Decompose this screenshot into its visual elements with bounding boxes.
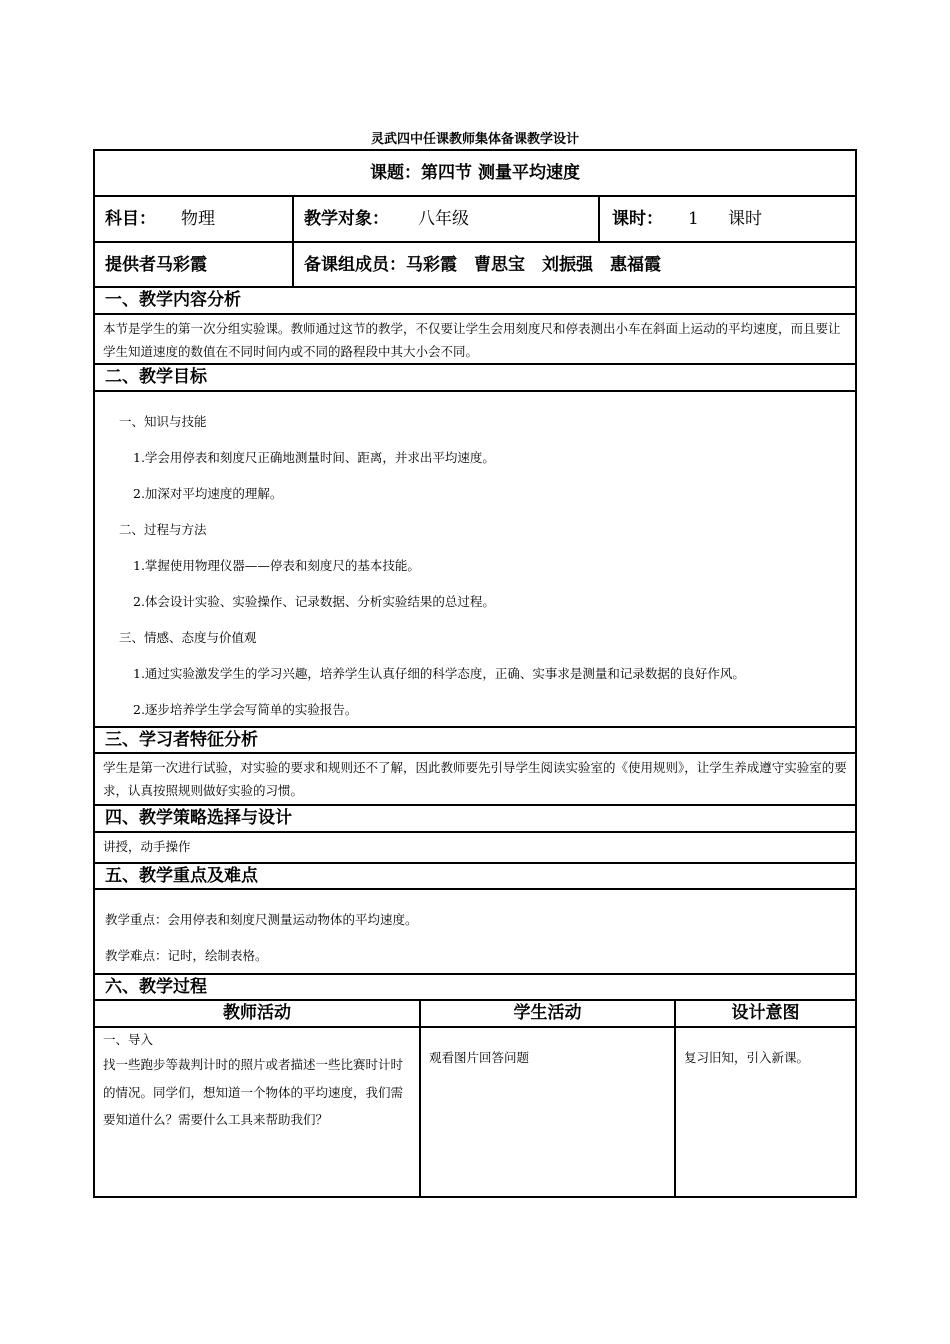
objective-item: 1.通过实验激发学生的学习兴趣，培养学生认真仔细的科学态度，正确、实事求是测量和记录数据的良好作风。: [133, 666, 745, 681]
section-heading: 一、教学内容分析: [105, 290, 241, 310]
objective-item: 1.学会用停表和刻度尺正确地测量时间、距离，并求出平均速度。: [133, 450, 495, 465]
section-heading: 三、学习者特征分析: [105, 730, 258, 750]
subject-value: 物理: [181, 209, 215, 229]
document-title: 灵武四中任课教师集体备课教学设计: [370, 132, 579, 147]
info-row: [95, 197, 855, 243]
objective-heading: 三、情感、态度与价值观: [119, 630, 257, 645]
section-keypoints-heading-row: [95, 864, 855, 890]
subject-label: 科目：: [105, 209, 156, 229]
section-content-heading-row: [95, 288, 855, 315]
objective-heading: 一、知识与技能: [119, 414, 207, 429]
section-process-heading-row: [95, 975, 855, 1001]
section-strategy-body-row: [95, 833, 855, 864]
provider-label: 提供者马彩霞: [105, 255, 207, 275]
section-learner-body-row: [95, 754, 855, 806]
section-objectives-heading-row: [95, 365, 855, 392]
hours-value: 1: [688, 209, 699, 229]
audience-label: 教学对象：: [304, 209, 389, 229]
section-heading: 二、教学目标: [105, 367, 207, 387]
process-row: [95, 1028, 855, 1196]
section-objectives-body-row: [95, 392, 855, 728]
section-heading: 五、教学重点及难点: [105, 866, 258, 886]
difficulty-text: 教学难点：记时，绘制表格。: [105, 948, 268, 963]
teacher-activity-cell: [95, 1028, 419, 1196]
hours-label: 课时：: [612, 209, 663, 229]
objective-item: 2.加深对平均速度的理解。: [133, 486, 283, 501]
teacher-activity-text: 找一些跑步等裁判计时的照片或者描述一些比赛时计时的情况。同学们，想知道一个物体的平均速度，我们需要知道什么？需要什么工具来帮助我们？: [103, 1057, 404, 1127]
group-label: 备课组成员：马彩霞 曹思宝 刘振强 惠福霞: [304, 255, 661, 275]
student-activity-cell: [419, 1028, 674, 1196]
column-header-student: 学生活动: [419, 1001, 674, 1026]
section-learner-heading-row: [95, 728, 855, 754]
objective-item: 2.逐步培养学生学会写简单的实验报告。: [133, 702, 358, 717]
objective-heading: 二、过程与方法: [119, 522, 207, 537]
column-header-teacher: 教师活动: [223, 1003, 291, 1023]
section-heading: 六、教学过程: [105, 977, 207, 997]
lesson-plan-table: [93, 149, 857, 1198]
section-strategy-heading-row: [95, 806, 855, 833]
learner-analysis-text: 学生是第一次进行试验，对实验的要求和规则还不了解，因此教师要先引导学生阅读实验室的《使用规则》，让学生养成遵守实验室的要求，认真按照规则做好实验的习惯。: [103, 760, 847, 798]
objective-item: 2.体会设计实验、实验操作、记录数据、分析实验结果的总过程。: [133, 594, 495, 609]
section-keypoints-body-row: [95, 890, 855, 975]
lesson-title: 课题：第四节 测量平均速度: [370, 163, 580, 183]
provider-row: [95, 243, 855, 288]
audience-value: 八年级: [418, 209, 469, 229]
lesson-title-row: [95, 151, 855, 197]
section-content-body-row: [95, 315, 855, 365]
content-analysis-text: 本节是学生的第一次分组实验课。教师通过这节的教学，不仅要让学生会用刻度尺和停表测出小车在斜面上运动的平均速度，而且要让学生知道速度的数值在不同时间内或不同的路程段中其大小会不同。: [103, 321, 841, 359]
column-header-intent: 设计意图: [674, 1001, 855, 1026]
teacher-activity-title: 一、导入: [103, 1032, 154, 1047]
process-column-header-row: [95, 1001, 855, 1028]
group-cell: [292, 243, 855, 286]
objective-item: 1.掌握使用物理仪器——停表和刻度尺的基本技能。: [133, 558, 420, 573]
student-activity-text: 观看图片回答问题: [429, 1050, 530, 1065]
hours-unit: 课时: [728, 209, 762, 229]
key-point-text: 教学重点：会用停表和刻度尺测量运动物体的平均速度。: [105, 912, 418, 927]
design-intent-text: 复习旧知，引入新课。: [684, 1050, 810, 1065]
strategy-text: 讲授，动手操作: [103, 839, 191, 854]
provider-cell: [95, 243, 292, 286]
design-intent-cell: [674, 1028, 855, 1196]
subject-cell: [95, 197, 292, 241]
audience-cell: [292, 197, 598, 241]
hours-cell: [598, 197, 855, 241]
section-heading: 四、教学策略选择与设计: [105, 808, 292, 828]
